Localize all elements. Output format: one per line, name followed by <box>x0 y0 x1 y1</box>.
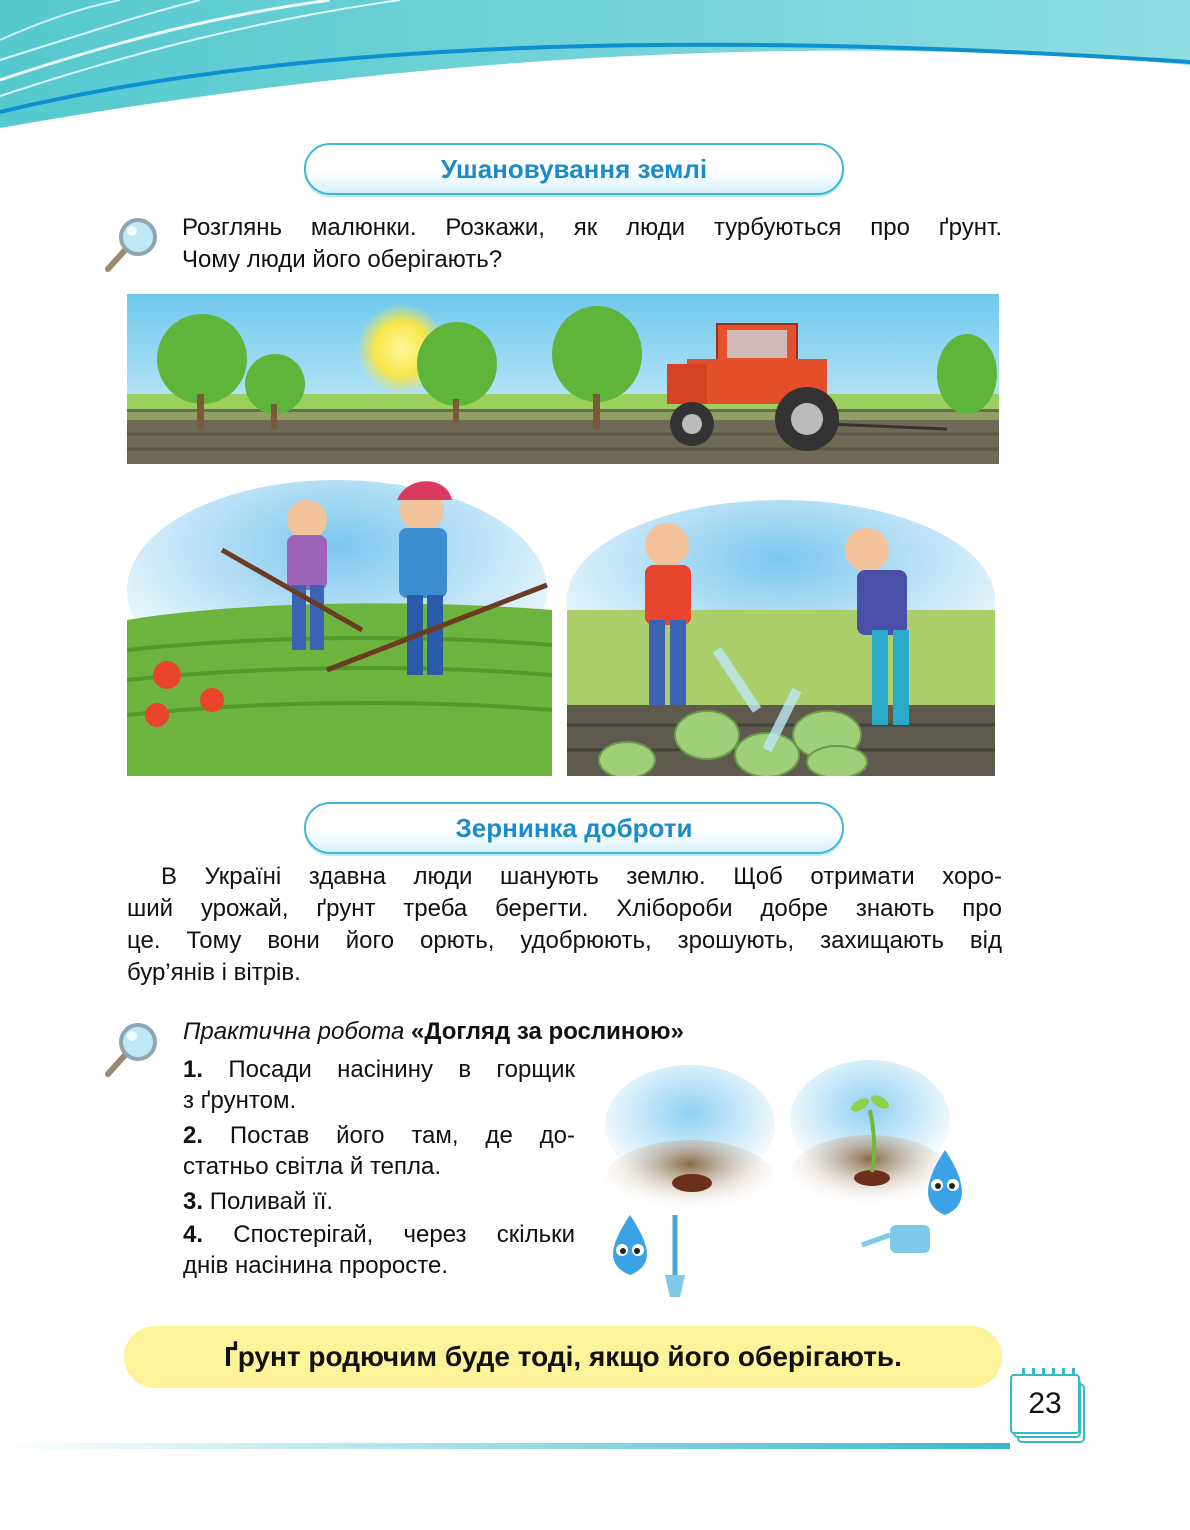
seed-in-soil-illustration <box>580 1065 780 1305</box>
kindness-paragraph <box>127 861 1002 989</box>
page-number-badge <box>996 1366 1096 1456</box>
step-number: 2. <box>183 1122 204 1149</box>
magnifier-icon <box>102 215 162 275</box>
summary-text: Ґрунт родючим буде тоді, якщо його оберігають. <box>224 1341 902 1372</box>
section-title-text: Зернинка доброти <box>455 812 693 843</box>
step-text: Поливай її. <box>209 1188 334 1215</box>
step-text: Постав його там, де до- <box>229 1122 575 1149</box>
header-wave <box>0 0 1190 140</box>
children-hoeing-garden-illustration <box>127 480 552 776</box>
intro-text <box>182 212 1002 276</box>
step-3 <box>183 1186 575 1217</box>
step-text: з ґрунтом. <box>183 1087 297 1114</box>
step-2 <box>183 1120 575 1182</box>
practical-work-label: Практична робота <box>183 1018 405 1045</box>
step-text: Спостерігай, через скільки <box>233 1221 575 1248</box>
kindness-line-4: бур’янів і вітрів. <box>127 959 301 986</box>
section-title-grain-of-kindness <box>304 802 844 854</box>
step-number: 1. <box>183 1056 204 1083</box>
step-number: 4. <box>183 1221 204 1248</box>
page-number: 23 <box>1010 1374 1080 1434</box>
step-text: статньо світла й тепла. <box>183 1153 442 1180</box>
footer-line <box>0 1440 1010 1452</box>
summary-conclusion <box>124 1326 1002 1388</box>
children-watering-cabbage-illustration <box>567 500 995 776</box>
intro-line-1: Розглянь малюнки. Розкажи, як люди турбуються про ґрунт. <box>182 214 1002 241</box>
section-title-honoring-earth <box>304 143 844 195</box>
sprouting-seed-illustration <box>790 1060 1000 1290</box>
step-number: 3. <box>183 1188 204 1215</box>
kindness-line-3: це. Тому вони його орють, удобрюють, зрошують, захищають від <box>127 927 1002 954</box>
practical-work-heading <box>183 1016 684 1048</box>
kindness-line-1: В Україні здавна люди шанують землю. Щоб отримати хоро- <box>161 863 1002 890</box>
step-text: Посади насінину в горщик <box>228 1056 576 1083</box>
kindness-line-2: ший урожай, ґрунт треба берегти. Хлібороби добре знають про <box>127 895 1002 922</box>
intro-line-2: Чому люди його оберігають? <box>182 246 503 273</box>
tractor-field-illustration <box>127 294 999 464</box>
practical-work-title: «Догляд за рослиною» <box>410 1018 684 1045</box>
step-1 <box>183 1054 575 1116</box>
section-title-text: Ушановування землі <box>440 153 708 184</box>
step-4 <box>183 1219 575 1281</box>
magnifier-icon <box>102 1020 162 1080</box>
step-text: днів насінина проросте. <box>183 1252 448 1279</box>
